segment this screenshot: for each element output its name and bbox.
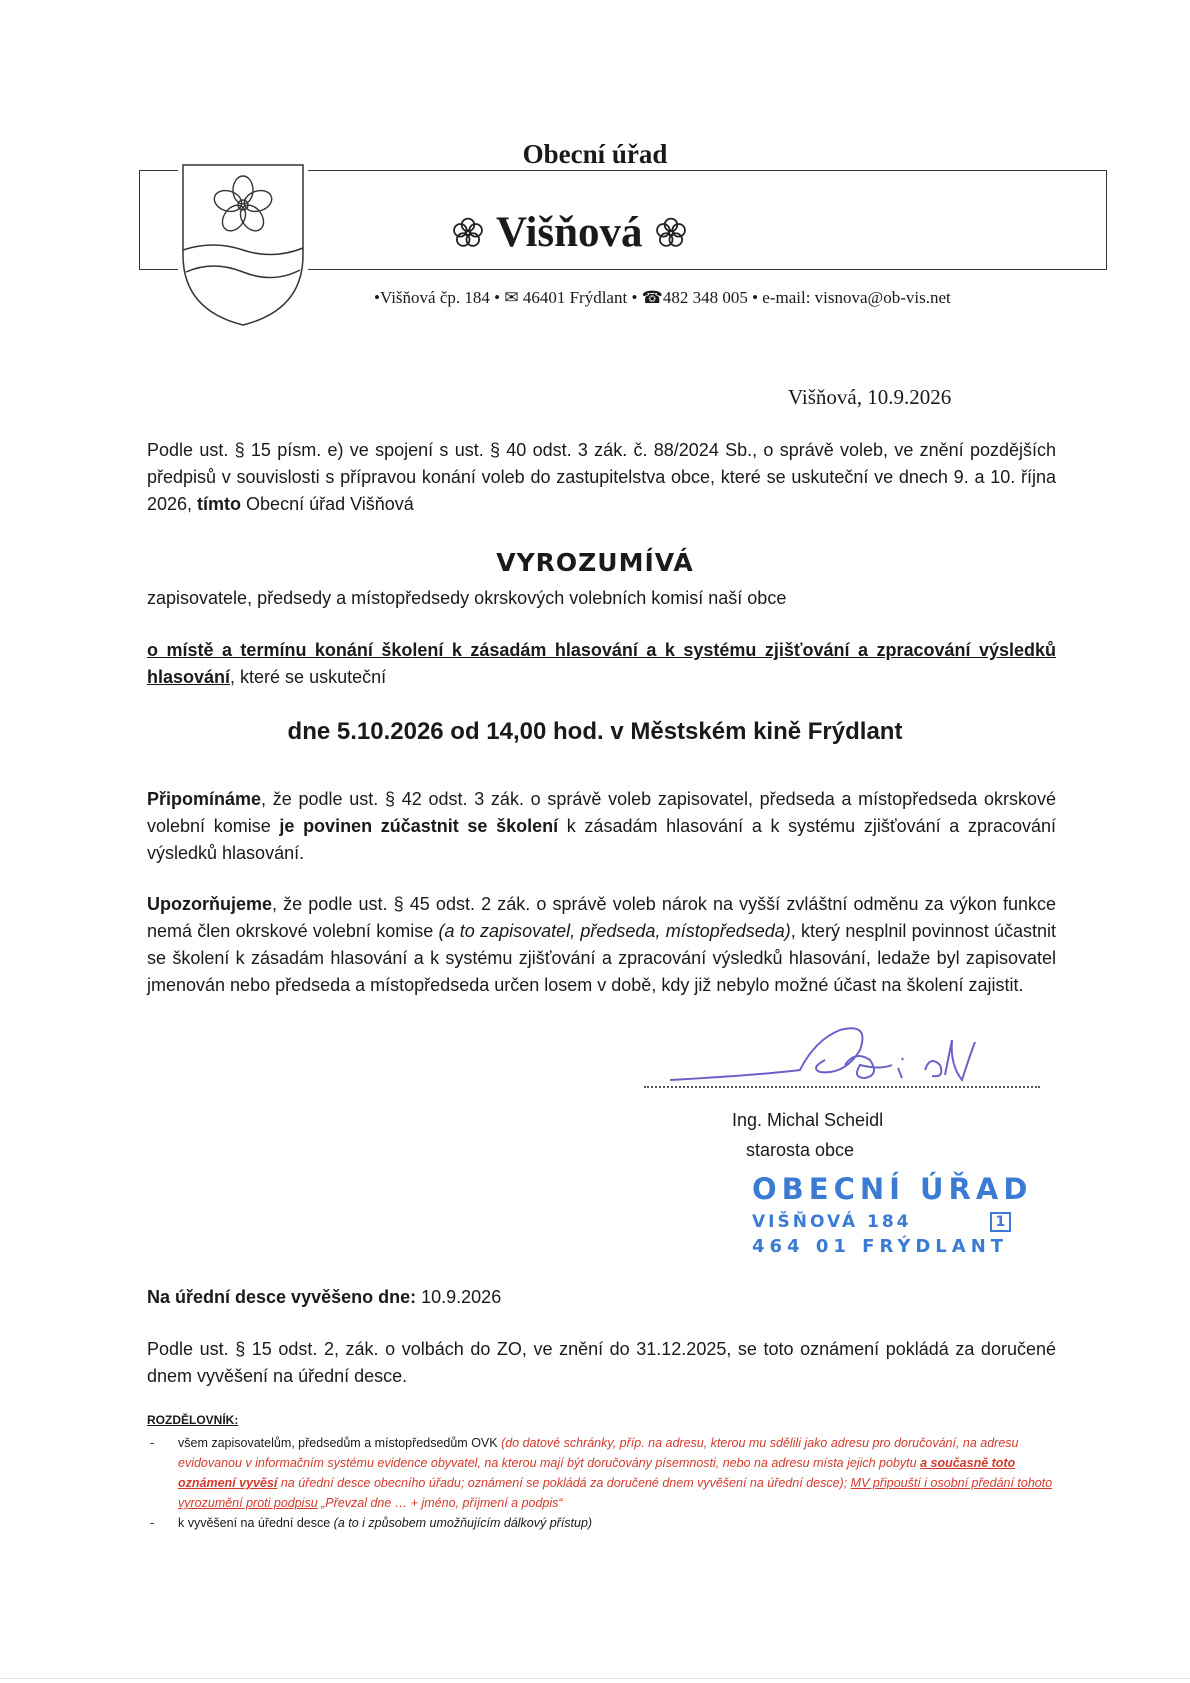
crest-icon <box>178 160 308 330</box>
warning-part2: , který nesplnil povinnost účastnit se školení k zásadám hlasování a k systému zjišťování a zpracování výsledků hlasování, ledaže byl zapisovatel jmenován nebo předseda a místopředseda určen losem v době, kdy již nebylo možné účast na školení zajistit. <box>147 921 1057 995</box>
dist-item1-note-a: (do datové schránky, příp. na adresu, kterou mu sdělili jako adresu pro doručování, na adresu evidovanou v informačním systému evidence obyvatel, na kterou mají být doručovány písemnosti, nebo na adresu místa jejich pobytu <box>178 1436 1019 1470</box>
contact-line: •Višňová čp. 184 • ✉ 46401 Frýdlant • ☎482 348 005 • e-mail: visnova@ob-vis.net <box>374 288 951 307</box>
subject-paragraph <box>147 637 1056 691</box>
posted-date: 10.9.2026 <box>421 1287 502 1307</box>
stamp-line-2: VIŠŇOVÁ 184 <box>752 1212 912 1232</box>
office-title: Obecní úřad <box>522 139 668 169</box>
list-item: - všem zapisovatelům, předsedům a místopředsedům OVK (do datové schránky, příp. na adresu, kterou mu sdělili jako adresu pro doručování, na adresu evidovanou v informačním systému evidence obyvatel, na kterou mají být doručovány písemnosti, nebo na adresu místa jejich pobytu a současně toto oznámení vyvěsí na úřední desce obecního úřadu; oznámení se pokládá za doručené dnem vyvěšení na úřední desce); MV připouští i osobní předání tohoto vyrozumění proti podpisu „Převzal dne … + jméno, příjmení a podpis“ <box>150 1436 1053 1510</box>
village-title: Višňová <box>496 209 643 256</box>
date-line: Višňová, 10.9.2026 <box>788 385 952 409</box>
dist-item1-note-b: na úřední desce obecního úřadu; oznámení se pokládá za doručené dnem vyvěšení na úřední desce); <box>277 1476 851 1490</box>
warning-paragraph <box>147 891 1056 999</box>
signature-line <box>644 1086 1040 1088</box>
reminder-bold: je povinen zúčastnit se školení <box>279 816 559 836</box>
header-frame-left <box>139 170 179 270</box>
posted-line <box>147 1287 501 1308</box>
stamp-number: 1 <box>990 1212 1012 1232</box>
dist-item2-note: (a to i způsobem umožňujícím dálkový přístup) <box>333 1516 593 1530</box>
stamp-line-1: OBECNÍ ÚŘAD <box>752 1172 1033 1206</box>
distribution-title: ROZDĚLOVNÍK: <box>147 1413 239 1427</box>
signer-block <box>732 1105 883 1165</box>
handwritten-signature <box>640 1020 1020 1110</box>
reminder-part1: , že podle ust. § 42 odst. 3 zák. o správě voleb zapisovatel, předseda a místopředseda okrskové volební komise <box>147 789 1056 836</box>
subject-underlined: o místě a termínu konání školení k zásadám hlasování a k systému zjišťování a zpracování výsledků hlasování <box>147 640 1056 687</box>
addressees: zapisovatele, předsedy a místopředsedy okrskových volebních komisí naší obce <box>147 588 787 608</box>
reminder-part2: k zásadám hlasování a k systému zjišťování a zpracování výsledků hlasování. <box>147 816 1057 863</box>
warning-lead: Upozorňujeme <box>147 894 273 914</box>
intro-bold: tímto <box>197 494 242 514</box>
dist-item1-note-u2: MV připouští i osobní předání tohoto vyrozumění proti podpisu <box>178 1476 1053 1510</box>
intro-text: Podle ust. § 15 písm. e) ve spojení s ust. § 40 odst. 3 zák. č. 88/2024 Sb., o správě voleb, ve znění pozdějších předpisů v souvislosti s přípravou konání voleb do zastupitelstva obce, které se uskuteční ve dnech 9. a 10. října 2026, <box>147 440 1056 514</box>
flower-right-icon <box>653 215 689 251</box>
village-name <box>450 208 689 257</box>
village-crest <box>178 160 308 330</box>
main-heading: VYROZUMÍVÁ <box>496 548 694 577</box>
dist-item1-note-c: „Převzal dne … + jméno, příjmení a podpis“ <box>317 1496 563 1510</box>
reminder-lead: Připomínáme <box>147 789 262 809</box>
event-line: dne 5.10.2026 od 14,00 hod. v Městském kině Frýdlant <box>287 718 903 745</box>
office-stamp <box>752 1172 1032 1257</box>
dist-item1-text: všem zapisovatelům, předsedům a místopředsedům OVK <box>178 1436 502 1450</box>
warning-italic: (a to zapisovatel, předseda, místopředseda) <box>438 921 791 941</box>
stamp-line-2-row <box>752 1212 1032 1232</box>
posted-label: Na úřední desce vyvěšeno dne: <box>147 1287 417 1307</box>
signer-title: starosta obce <box>746 1140 855 1160</box>
flower-left-icon <box>450 215 486 251</box>
dist-item1-note-u1: a současně toto oznámení vyvěsí <box>178 1456 1016 1490</box>
delivery-note: Podle ust. § 15 odst. 2, zák. o volbách do ZO, ve znění do 31.12.2025, se toto oznámení pokládá za doručené dnem vyvěšení na úřední desce. <box>147 1339 1056 1386</box>
dist-item2-text: k vyvěšení na úřední desce <box>178 1516 334 1530</box>
intro-end: Obecní úřad Višňová <box>241 494 414 514</box>
page-edge <box>0 1678 1190 1679</box>
stamp-line-3: 464 01 FRÝDLANT <box>752 1236 1009 1257</box>
list-item: - k vyvěšení na úřední desce (a to i způsobem umožňujícím dálkový přístup) <box>150 1516 593 1530</box>
warning-part1: , že podle ust. § 45 odst. 2 zák. o správě voleb nárok na vyšší zvláštní odměnu za výkon funkce nemá člen okrskové volební komise <box>147 894 1056 941</box>
subject-rest: , které se uskuteční <box>230 667 387 687</box>
reminder-paragraph <box>147 786 1056 867</box>
distribution-list <box>150 1433 1058 1533</box>
signer-name: Ing. Michal Scheidl <box>732 1110 884 1130</box>
intro-paragraph <box>147 437 1056 518</box>
